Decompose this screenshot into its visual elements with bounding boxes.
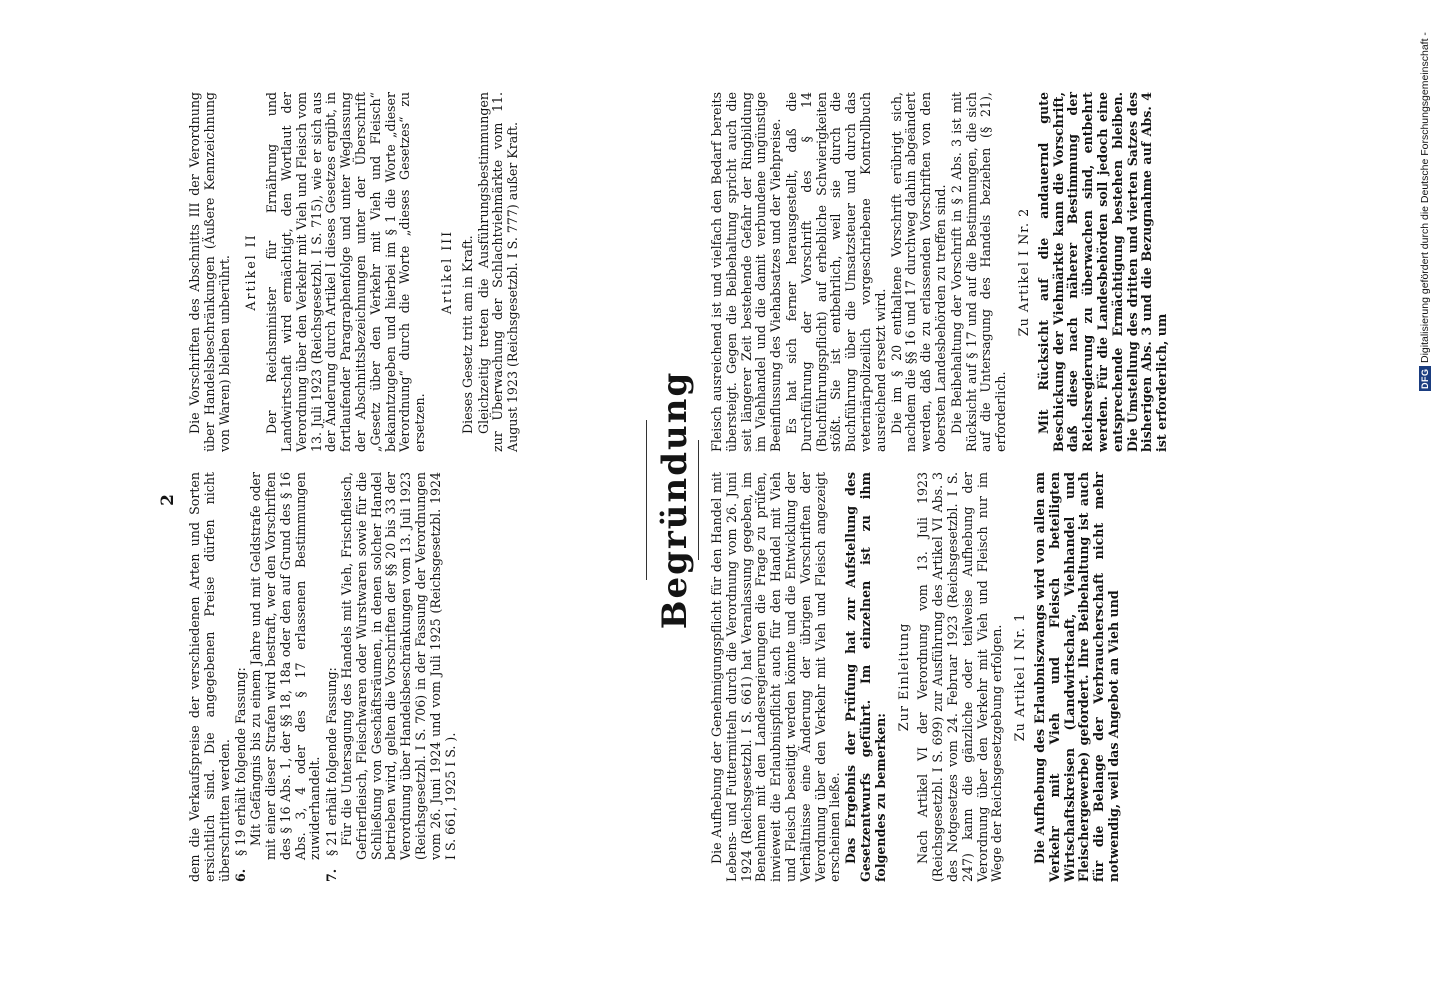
dfg-logo: DFG [1420, 368, 1430, 389]
paragraph: Gleichzeitig treten die Ausführungsbestimmungen zur Überwachung der Schlachtviehmärkte vom 11. August 1923 (Reichsgesetzbl. I S. 777) außer Kraft. [475, 92, 521, 452]
item-body: Für die Untersagung des Handels mit Vieh, Frischfleisch, Gefrierfleisch, Fleischwaren oder Wurstwaren sowie für die Schließung von Geschäftsräumen, in denen solcher Handel betrieben wird, gelten die Vorschriften der §§ 20 bis 33 der Verordnung über Handelsbeschränkungen vom 13. Juli 1923 (Reichsgesetzbl. I S. 706) in der Fassung der Verordnungen vom 26. Juni 1924 und vom Juli 1925 (Reichsgesetzbl. 1924 I S. 661, 1925 I S. ). [338, 472, 458, 860]
article-3-heading: Artikel III [438, 229, 454, 315]
item-intro: § 21 erhält folgende Fassung: [324, 667, 340, 856]
paragraph: Fleisch ausreichend ist und vielfach den Bedarf bereits übersteigt. Gegen die Beibehaltung spricht auch die seit längerer Zeit bestehende Gefahr der Ringbildung im Viehhandel und die damit verbundene ungünstige Beeinflussung des Viehabsatzes und der Viehpreise. [709, 92, 784, 452]
article-1-no-1-heading: Zu Artikel I Nr. 1 [1013, 612, 1029, 742]
paragraph: dem die Verkaufspreise der verschiedenen Arten und Sorten ersichtlich sind. Die angegebenen Preise dürfen nicht überschritten werden. [187, 472, 232, 882]
paragraph: Die im § 20 enthaltene Vorschrift erübrigt sich, nachdem die §§ 16 und 17 durchweg dahin abgeändert werden, daß die zu erlassenden Vorschriften von den obersten Landesbehörden zu treffen sind. [888, 92, 948, 452]
rotated-page [150, 0, 1310, 1000]
divider-rule [646, 420, 647, 580]
credit-text: Digitalisierung gefördert durch die Deutsche Forschungsgemeinschaft - [1419, 32, 1431, 364]
paragraph: Die Aufhebung der Genehmigungspflicht für den Handel mit Lebens- und Futtermitteln durch die Verordnung vom 26. Juni 1924 (Reichsgesetzbl. I S. 661) hat Veranlassung gegeben, im Benehmen mit den Landesregierungen die Frage zu prüfen, inwieweit die Erlaubnispflicht auch für den Handel mit Vieh und Fleisch beseitigt werden könnte und die Entwicklung der Verhältnisse eine Änderung der übrigen Vorschriften der Verordnung über den Verkehr mit Vieh und Fleisch angezeigt erscheinen ließe. [709, 472, 843, 882]
paragraph: Das Ergebnis der Prüfung hat zur Aufstellung des Gesetzentwurfs geführt. Im einzelnen ist zu ihm folgendes zu bemerken: [843, 472, 888, 882]
lower-left-column [710, 472, 1123, 882]
upper-right-column [188, 92, 522, 452]
list-item-7 [325, 472, 458, 882]
intro-heading: Zur Einleitung [896, 622, 912, 732]
article-2-heading: Artikel II [243, 233, 259, 311]
item-intro: § 19 erhält folgende Fassung: [233, 667, 249, 856]
upper-left-column [188, 472, 459, 882]
item-number: 6. [233, 868, 249, 882]
paragraph: Nach Artikel VI der Verordnung vom 13. Juli 1923 (Reichsgesetzbl. I S. 699) zur Ausführung des Artikel VI Abs. 3 des Notgesetzes vom 24. Februar 1923 (Reichsgesetzbl. I S. 247) kann die gänzliche oder teilweise Aufhebung der Verordnung über den Verkehr mit Vieh und Fleisch nur im Wege der Reichsgesetzgebung erfolgen. [915, 472, 1005, 882]
lower-right-column [710, 92, 1171, 452]
document-sheet [150, 0, 1310, 1000]
section-title: Begründung [655, 370, 695, 630]
paragraph: Der Reichsminister für Ernährung und Landwirtschaft wird ermächtigt, den Wortlaut der Verordnung über den Verkehr mit Vieh und Fleisch vom 13. Juli 1923 (Reichsgesetzbl. I S. 715), wie er sich aus der Änderung durch Artikel I dieses Gesetzes ergibt, in fortlaufender Paragraphenfolge und unter Weglassung der Abschnittsbezeichnungen unter der Überschrift „Gesetz über den Verkehr mit Vieh und Fleisch“ bekanntzugeben und hierbei im § 1 die Worte „dieser Verordnung“ durch die Worte „dieses Gesetzes“ zu ersetzen. [264, 92, 428, 452]
list-item-6 [234, 472, 323, 882]
item-body: Mit Gefängnis bis zu einem Jahre und mit Geldstrafe oder mit einer dieser Strafen wird bestraft, wer den Vorschriften des § 16 Abs. 1, der §§ 18, 18a oder den auf Grund des § 16 Abs. 3, 4 oder des § 17 erlassenen Bestimmungen zuwiderhandelt. [248, 472, 323, 860]
article-1-no-2-heading: Zu Artikel I Nr. 2 [1016, 207, 1032, 337]
divider-rule [698, 440, 699, 560]
paragraph: Mit Rücksicht auf die andauernd gute Beschickung der Viehmärkte kann die Vorschrift, daß diese nach näherer Bestimmung der Reichsregierung zu überwachen sind, entbehrt werden. Für die Landesbehörden soll jedoch eine entsprechende Ermächtigung bestehen bleiben. Die Umstellung des dritten und vierten Satzes des bisherigen Abs. 3 und die Bezugnahme auf Abs. 4 ist erforderlich, um [1035, 92, 1170, 452]
paragraph: Die Aufhebung des Erlaubniszwangs wird von allen am Verkehr mit Vieh und Fleisch beteiligten Wirtschaftskreisen (Landwirtschaft, Viehhandel und Fleischergewerbe) gefordert. Ihre Beibehaltung ist auch für die Belange der Verbraucherschaft nicht mehr notwendig, weil das Angebot an Vieh und [1031, 472, 1121, 882]
paragraph: Die Beibehaltung der Vorschrift in § 2 Abs. 3 ist mit Rücksicht auf § 17 und auf die Bestimmungen, die sich auf die Untersagung des Handels beziehen (§ 21), erforderlich. [948, 92, 1009, 452]
funding-credit [1419, 6, 1431, 391]
paragraph: Die Vorschriften des Abschnitts III der Verordnung über Handelsbeschränkungen (Äußere Kennzeichnung von Waren) bleiben unberührt. [187, 92, 232, 452]
item-number: 7. [324, 868, 340, 882]
paragraph: Es hat sich ferner herausgestellt, daß die Durchführung der Vorschrift des § 14 (Buchführungspflicht) auf erhebliche Schwierigkeiten stößt. Sie ist entbehrlich, weil sie durch die Buchführung über die Umsatzsteuer und durch das veterinärpolizeilich vorgeschriebene Kontrollbuch ausreichend ersetzt wird. [783, 92, 888, 452]
paragraph: Dieses Gesetz tritt am in Kraft. [459, 235, 475, 434]
page-number: 2 [158, 494, 178, 506]
